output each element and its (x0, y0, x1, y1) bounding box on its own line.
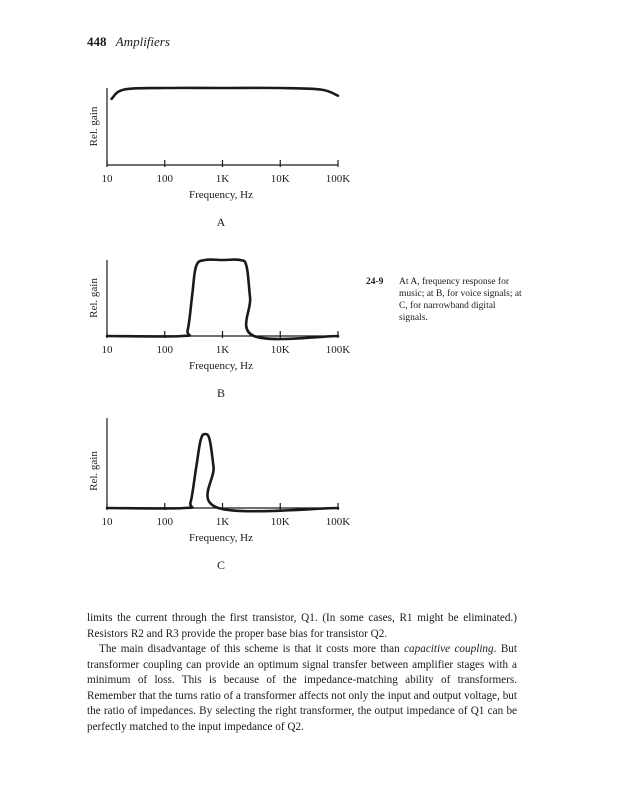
x-tick-label: 10K (270, 173, 290, 185)
response-curve-C (107, 434, 338, 511)
x-axis-label: Frequency, Hz (188, 532, 254, 544)
paragraph-2-part-1: The main disadvantage of this scheme is that it costs more than (99, 643, 405, 655)
x-tick-label: 10K (270, 516, 290, 528)
y-axis-label: Rel. gain (88, 451, 100, 491)
x-tick-label: 1K (215, 344, 230, 356)
page-number: 448 (87, 34, 107, 49)
x-tick-label: 100 (156, 173, 173, 185)
y-axis-label: Rel. gain (88, 278, 100, 318)
chart-b (0, 240, 627, 405)
paragraph-2-part-2: . But transformer coupling can provide an optimum signal transfer between amplifier stages with a minimum of loss. This is because of the impedance-matching ability of transformers. Remember that the turns ratio of a transformer affects not only the input and output voltage, but the ratio of impedances. By selecting the right transformer, the output impedance of Q1 can be perfectly matched to the input impedance of Q2. (87, 643, 517, 733)
x-tick-label: 10 (101, 516, 113, 528)
x-tick-label: 100K (325, 516, 351, 528)
body-text (87, 611, 517, 735)
x-tick-label: 10 (101, 173, 113, 185)
section-title: Amplifiers (115, 34, 170, 49)
x-tick-label: 10K (270, 344, 290, 356)
chart-c (0, 412, 627, 577)
figure-caption (366, 276, 526, 324)
page-header (87, 34, 170, 50)
figure-number: 24-9 (366, 277, 384, 287)
x-tick-label: 100 (156, 344, 173, 356)
y-axis-label: Rel. gain (88, 106, 100, 147)
x-tick-label: 100K (325, 344, 351, 356)
x-tick-label: 1K (215, 173, 230, 185)
panel-label: C (216, 558, 226, 572)
x-tick-label: 1K (215, 516, 230, 528)
x-tick-label: 100 (156, 516, 173, 528)
x-tick-label: 10 (101, 344, 113, 356)
paragraph-2 (87, 642, 517, 735)
x-axis-label: Frequency, Hz (188, 360, 254, 372)
panel-label: B (216, 386, 226, 400)
x-axis-label: Frequency, Hz (188, 189, 254, 201)
paragraph-1: limits the current through the first transistor, Q1. (In some cases, R1 might be eliminated.) Resistors R2 and R3 provide the proper base bias for transistor Q2. (87, 612, 517, 640)
figure-caption-text: At A, frequency response for music; at B, for voice signals; at C, for narrowband digital signals. (399, 277, 522, 323)
response-curve-B (107, 260, 338, 340)
chart-a (0, 70, 627, 250)
x-tick-label: 100K (325, 173, 351, 185)
panel-label: A (216, 215, 226, 229)
emphasis-capacitive-coupling: capacitive coupling (404, 643, 494, 655)
response-curve-A (112, 88, 338, 99)
